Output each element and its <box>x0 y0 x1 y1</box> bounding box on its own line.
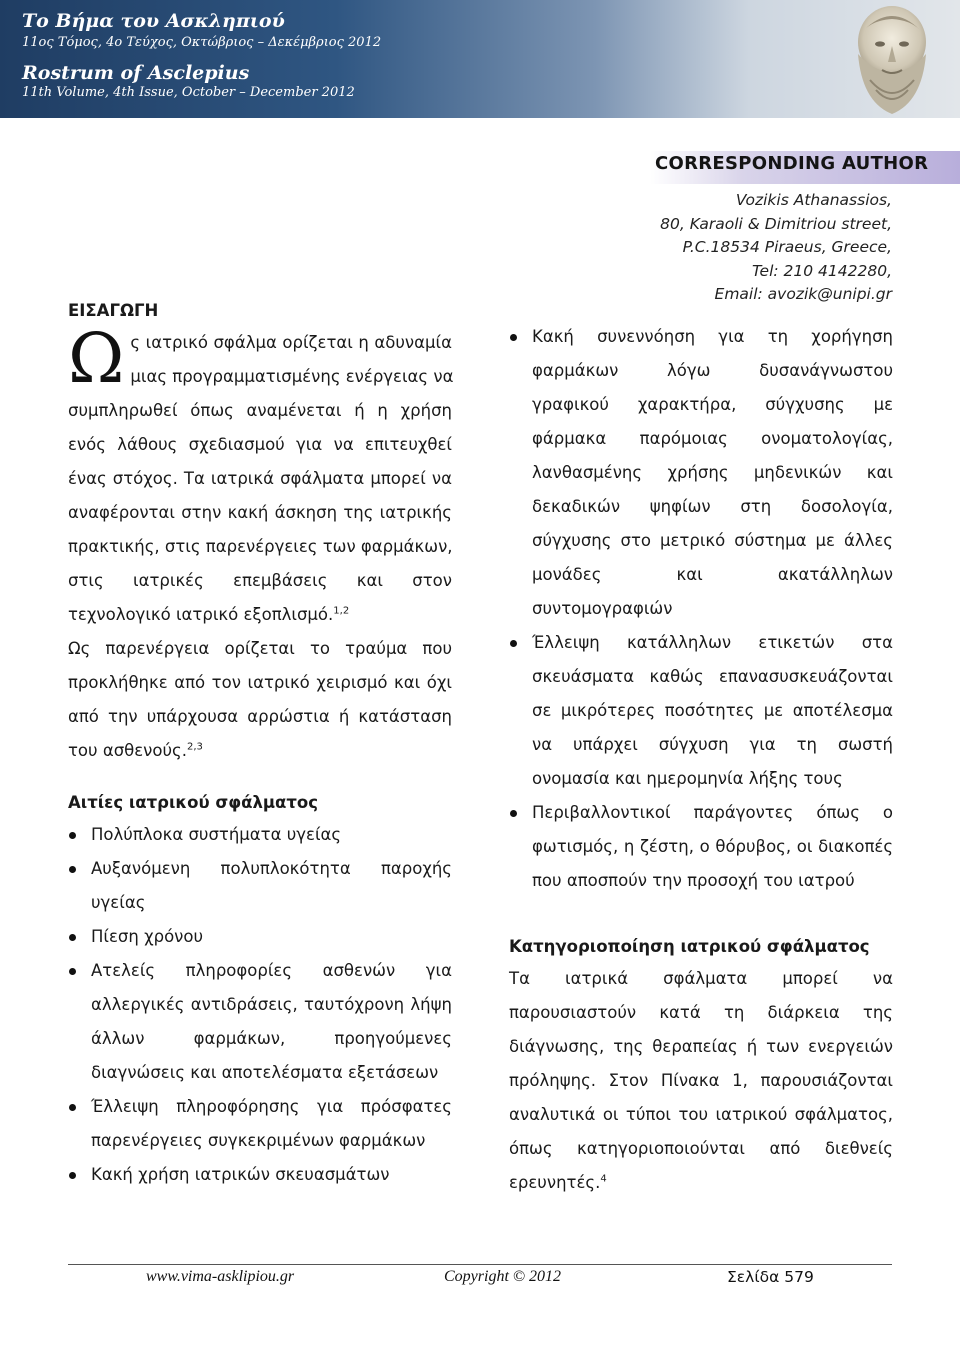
text-line: γραφικού χαρακτήρα, σύγχυσης με <box>532 395 893 414</box>
text-line: παρουσιαστούν κατά τη διάρκεια της <box>509 1003 893 1022</box>
causes-list <box>68 818 452 1192</box>
text-line: Κακή συνεννόηση για τη χορήγηση <box>532 327 893 346</box>
text-line: Αυξανόμενη πολυπλοκότητα παροχής <box>91 859 452 878</box>
text-line: σύγχυσης στο μετρικό σύστημα με άλλες <box>532 531 893 550</box>
text-line: Πίεση χρόνου <box>91 927 204 946</box>
text-line-end: τεχνολογικό ιατρικό εξοπλισμό. <box>68 605 334 624</box>
text-line: δεκαδικών ψηφίων στη δοσολογία, <box>532 497 893 516</box>
journal-header-banner <box>0 0 960 118</box>
text-line: πρόληψης. Στον Πίνακα 1, παρουσιάζονται <box>509 1071 893 1090</box>
list-item <box>68 1158 452 1192</box>
corresponding-author-title: CORRESPONDING AUTHOR <box>655 153 929 174</box>
text-line-end: ερευνητές. <box>509 1173 601 1192</box>
classification-heading: Κατηγοριοποίηση ιατρικού σφάλματος <box>509 937 870 956</box>
list-item <box>509 320 893 626</box>
text-line: προκλήθηκε από τον ιατρικό χειρισμό και όχι <box>68 673 452 692</box>
text-line: να υπάρχει σύγχυση για τη σωστή <box>532 735 893 754</box>
author-phone: Tel: 210 4142280, <box>751 261 892 280</box>
classification-paragraph <box>509 962 893 1200</box>
list-item <box>509 626 893 796</box>
text-line: Περιβαλλοντικοί παράγοντες όπως ο <box>532 803 893 822</box>
reference-superscript: 4 <box>600 1173 607 1185</box>
text-line: μονάδες και ακατάλληλων <box>532 565 893 584</box>
text-line: διαγνώσεις και αποτελέσματα εξετάσεων <box>91 1063 439 1082</box>
text-line: Πολύπλοκα συστήματα υγείας <box>91 825 342 844</box>
text-line: διάγνωσης, της θεραπείας ή των ενεργειών <box>509 1037 893 1056</box>
text-line: Κακή χρήση ιατρικών σκευασμάτων <box>91 1165 390 1184</box>
text-line-end: του ασθενούς. <box>68 741 187 760</box>
text-line: πρακτικής, στις παρενέργειες των φαρμάκων, <box>68 537 453 556</box>
list-item <box>509 796 893 898</box>
reference-superscript: 2,3 <box>186 741 203 753</box>
intro-paragraph-2 <box>68 632 452 768</box>
text-line: παρενέργειες συγκεκριμένων φαρμάκων <box>91 1131 426 1150</box>
text-line: Έλλειψη κατάλληλων ετικετών στα <box>532 633 893 652</box>
list-item <box>68 1090 452 1158</box>
text-line: αναλυτικά οι τύποι του ιατρικού σφάλματος, <box>509 1105 893 1124</box>
text-line: συντομογραφιών <box>532 599 673 618</box>
text-line: ονομασία και ημερομηνία λήξης τους <box>532 769 843 788</box>
drop-cap: Ω <box>68 320 125 399</box>
text-line: που αποσπούν την προσοχή του ιατρού <box>532 871 855 890</box>
journal-english-title: Rostrum of Asclepius <box>22 62 250 84</box>
text-line <box>509 1166 893 1200</box>
causes-list-continued <box>509 320 893 898</box>
list-item <box>68 954 452 1090</box>
text-line <box>68 734 452 768</box>
text-line: λανθασμένης χρήσης μηδενικών και <box>532 463 893 482</box>
text-line: Τα ιατρικά σφάλματα μπορεί να <box>509 969 893 988</box>
text-line: συμπληρωθεί όπως αναμένεται ή η χρήση <box>68 401 452 420</box>
author-name: Vozikis Athanassios, <box>735 191 892 209</box>
text-line: Ατελείς πληροφορίες ασθενών για <box>91 961 452 980</box>
reference-superscript: 1,2 <box>333 605 350 617</box>
footer-copyright: Copyright © 2012 <box>444 1268 562 1285</box>
asclepius-bust-icon <box>840 2 944 116</box>
text-line: όπως κατηγοριοποιούνται από διεθνείς <box>509 1139 893 1158</box>
journal-greek-title: Το Βήμα του Ασκληπιού <box>22 10 285 32</box>
list-item <box>68 852 452 920</box>
corresponding-author-details <box>660 189 892 307</box>
text-line: στις ιατρικές επεμβάσεις και στον <box>68 571 452 590</box>
text-line: ς ιατρικό σφάλμα ορίζεται η αδυναμία <box>130 333 452 352</box>
text-line: σκευάσματα καθώς επανασυσκευάζονται <box>532 667 893 686</box>
text-line: άλλων φαρμάκων, προηγούμενες <box>91 1029 452 1048</box>
text-line: φαρμάκων λόγω δυσανάγνωστου <box>532 361 893 380</box>
text-line: υγείας <box>91 893 146 912</box>
intro-paragraph-1 <box>68 320 454 632</box>
text-line: αναφέρονται στην κακή άσκηση της ιατρικής <box>68 503 452 522</box>
list-item <box>68 920 452 954</box>
text-line: από την υπάρχουσα αρρώστια ή κατάσταση <box>68 707 452 726</box>
author-city: P.C.18534 Piraeus, Greece, <box>682 238 892 257</box>
text-line: σε μικρότερες ποσότητες με αποτέλεσμα <box>532 701 893 720</box>
text-line: Έλλειψη πληροφόρησης για πρόσφατες <box>91 1097 452 1116</box>
text-line: αλλεργικές αντιδράσεις, ταυτόχρονη λήψη <box>91 995 452 1014</box>
text-line: ένας στόχος. Τα ιατρικά σφάλματα μπορεί να <box>68 469 452 488</box>
causes-heading: Αιτίες ιατρικού σφάλματος <box>68 793 319 812</box>
text-line: Ως παρενέργεια ορίζεται το τραύμα που <box>68 639 452 658</box>
right-column <box>509 320 893 1200</box>
left-column <box>68 296 452 1192</box>
text-line: φάρμακα παρόμοιας ονοματολογίας, <box>532 429 893 448</box>
footer-divider <box>68 1264 892 1265</box>
author-email[interactable]: Email: avozik@unipi.gr <box>714 285 892 304</box>
footer-page-number: Σελίδα 579 <box>727 1268 814 1286</box>
text-line: ενός λάθους σχεδιασμού για να επιτευχθεί <box>68 435 452 454</box>
list-item <box>68 818 452 852</box>
text-line <box>68 598 452 632</box>
author-street: 80, Karaoli & Dimitriou street, <box>660 214 892 233</box>
journal-english-issue: 11th Volume, 4th Issue, October – December 2012 <box>22 85 355 100</box>
intro-heading: ΕΙΣΑΓΩΓΗ <box>68 301 159 320</box>
journal-greek-issue: 11ος Τόμος, 4ο Τεύχος, Οκτώβριος – Δεκέμβριος 2012 <box>22 35 382 50</box>
text-line: μιας προγραμματισμένης ενέργειας να <box>130 367 454 386</box>
text-line: φωτισμός, η ζέστη, ο θόρυβος, οι διακοπές <box>532 837 893 856</box>
footer-website-link[interactable]: www.vima-asklipiou.gr <box>146 1268 295 1285</box>
